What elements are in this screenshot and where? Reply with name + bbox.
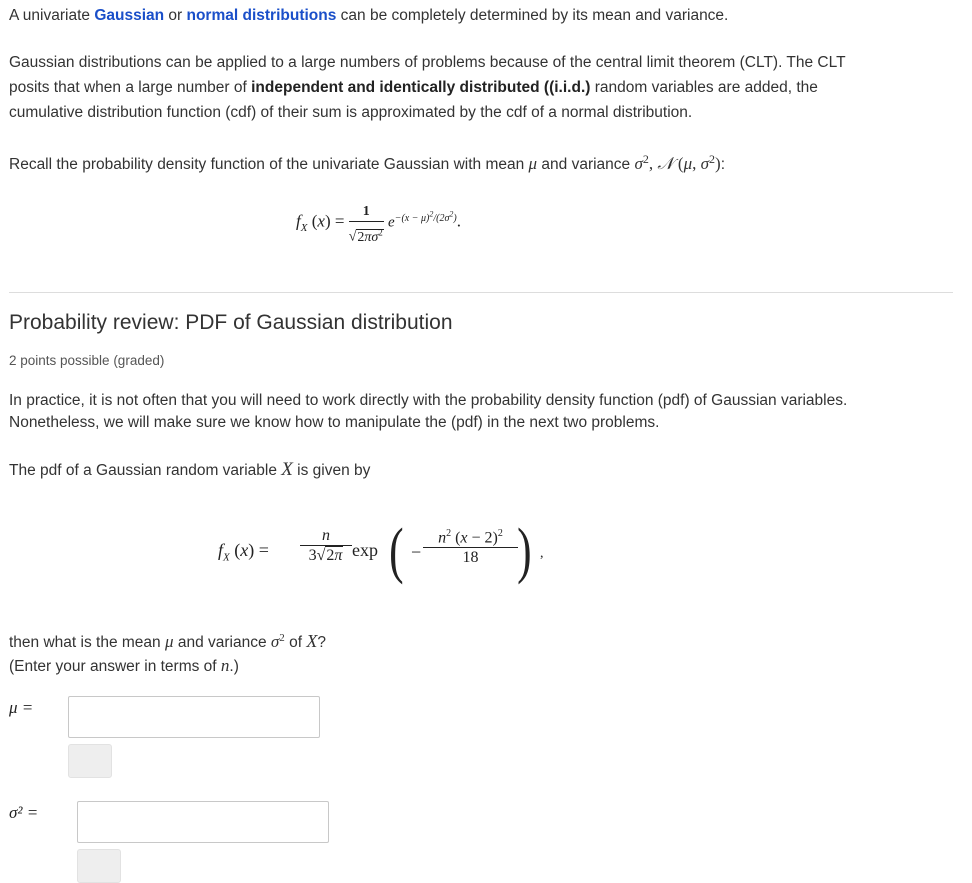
mu-label: μ = [9, 698, 34, 717]
question-text: then what is the mean μ and variance $\sigma^2$ of X? (Enter your answer in terms of n.) [9, 631, 326, 676]
intro-paragraph-1: A univariate Gaussian or normal distributions can be completely determined by its mean and variance. [9, 7, 729, 24]
normal-distributions-link[interactable]: normal distributions [186, 7, 337, 24]
sigma-squared-label: σ² = [9, 803, 39, 822]
practice-paragraph: In practice, it is not often that you will need to work directly with the probability density function (pdf) of Gaussian variables. Nonetheless, we will make sure we know how to manipulate the (pdf) in the next two problems. [9, 392, 848, 431]
mu-answer-input[interactable] [68, 696, 320, 738]
points-possible: 2 points possible (graded) [9, 353, 165, 368]
clt-paragraph: Gaussian distributions can be applied to a large numbers of problems because of the central limit theorem (CLT). The CLT posits that when a large number of independent and identically distributed ((i.i.d.) random variables are added, the cumulative distribution function (cdf) of their sum is approximated by the cdf of a normal distribution. [9, 54, 846, 121]
gaussian-link[interactable]: Gaussian [94, 7, 165, 24]
gaussian-pdf-formula: $f_X$ (x) = $\frac{1}{√2\pi\sigma^2}$ $e^{-(x - \mu)^2/(2\sigma^2)}$. [296, 204, 461, 245]
pdf-given-text: The pdf of a Gaussian random variable X is given by [9, 459, 371, 480]
sigma-squared-submit-button[interactable] [77, 849, 121, 883]
mu-submit-button[interactable] [68, 744, 112, 778]
sigma-squared-answer-input[interactable] [77, 801, 329, 843]
section-divider [9, 292, 953, 293]
iid-bold-text: independent and identically distributed ((i.i.d.) [251, 79, 591, 96]
recall-paragraph: Recall the probability density function of the univariate Gaussian with mean μ and variance $\sigma^2$, 𝒩 (μ, $\sigma^2$): [9, 152, 725, 175]
problem-title: Probability review: PDF of Gaussian distribution [9, 311, 453, 334]
